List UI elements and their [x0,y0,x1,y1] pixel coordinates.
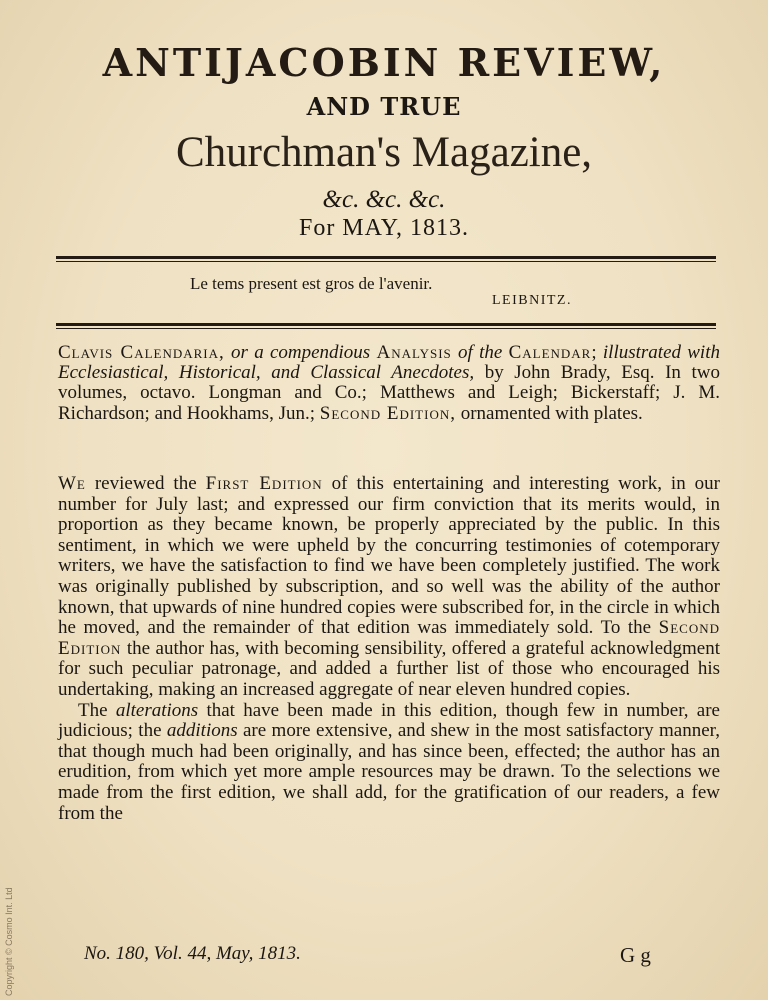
journal-title: ANTIJACOBIN REVIEW, [102,40,666,85]
epigraph-author: LEIBNITZ. [492,293,572,308]
review-entry-heading: Clavis Calendaria, or a compendious Analysis of the Calendar; illustrated with Ecclesiastical, Historical, and Classical Anecdotes, by John Brady, Esq. In two volumes, octavo. Longman and Co.; Matthews and Leigh; Bickerstaff; J. M. Richardson; and Hookhams, Jun.; Second Edition, ornamented with plates. [58,342,720,424]
issue-date: For MAY, 1813. [298,215,470,241]
volume-line: No. 180, Vol. 44, May, 1813. [84,943,301,964]
signature-mark: G g [620,943,651,967]
journal-title-and-true: AND TRUE [306,92,462,121]
page-footer [84,943,704,965]
review-body [58,474,720,824]
copyright-watermark: Copyright © Cosmo Int. Ltd [4,887,14,996]
entry-title: Clavis Calendaria, [58,342,225,363]
journal-subtitle: Churchman's Magazine, [175,129,593,176]
epigraph: Le tems present est gros de l'avenir. [190,274,433,293]
top-double-rule [56,256,716,262]
paragraph-1: We reviewed the First Edition of this entertaining and interesting work, in our number for July last; and expressed our firm conviction that its merits would, in proportion as they became known, be properly appreciated by the public. In this sentiment, in which we were upheld by the concurring testimonies of cotemporary writers, we have the satisfaction to find we have been completely justified. The work was originally published by subscription, and so well was the ability of the author known, that upwards of nine hundred copies were subscribed for, in the circle in which he moved, and the remainder of that edition was immediately sold. To the Second Edition the author has, with becoming sensibility, offered a grateful acknowledgment for such peculiar patronage, and added a further list of those who encouraged his undertaking, making an increased aggregate of near eleven hundred copies. [58,473,721,700]
paragraph-2: The alterations that have been made in this edition, though few in number, are judicious; the additions are more extensive, and shew in the most satisfactory manner, that though much had been originally, and has since been, effected; the author has an erudition, from which yet more ample resources may be drawn. To the selections we made from the first edition, we shall add, for the gratification of our readers, a few from the [58,699,720,824]
journal-etc: &c. &c. &c. [322,186,446,213]
bottom-double-rule [56,323,716,329]
